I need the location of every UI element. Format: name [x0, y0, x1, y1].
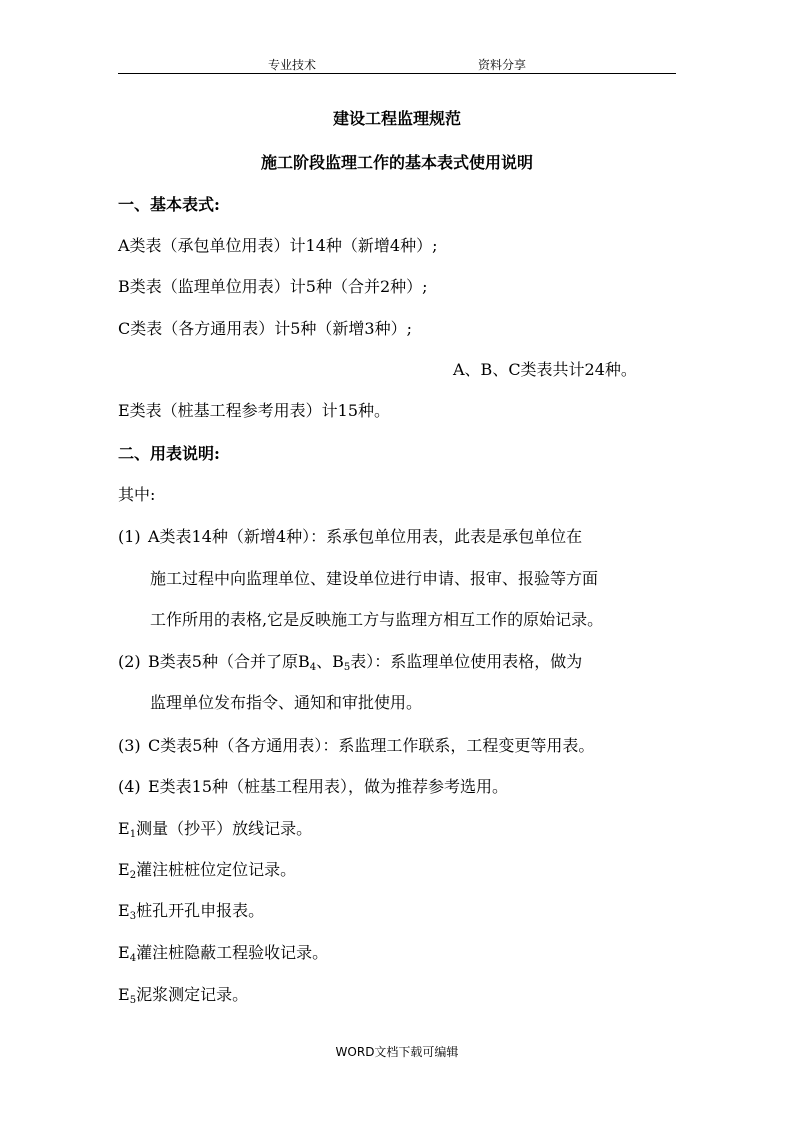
e-item-4: $E_4$灌注桩隐蔽工程验收记录。 [118, 943, 329, 964]
section1-heading: 一、基本表式: [118, 195, 220, 214]
list-item-number: (2) [118, 652, 141, 671]
list-item-number: (3) [118, 736, 141, 755]
e-item-2: $E_2$灌注桩桩位定位记录。 [118, 860, 297, 881]
list-item-2-line-2: 监理单位发布指令、通知和审批使用。 [150, 693, 423, 712]
section1-line-b: B类表（监理单位用表）计5种（合并2种）; [118, 277, 428, 296]
section2-intro: 其中: [118, 485, 156, 504]
header-rule [118, 73, 676, 74]
header-left: 专业技术 [268, 58, 317, 72]
e-item-3: $E_3$桩孔开孔申报表。 [118, 901, 265, 922]
section1-total: A、B、C类表共计24种。 [453, 360, 637, 379]
list-item-text: E类表15种（桩基工程用表），做为推荐参考选用。 [148, 777, 509, 796]
list-item-1 [118, 524, 582, 547]
list-item-1-line-3: 工作所用的表格,它是反映施工方与监理方相互工作的原始记录。 [150, 610, 604, 629]
e-item-5: $E_5$泥浆测定记录。 [118, 985, 249, 1006]
document-title: 建设工程监理规范 [332, 109, 461, 128]
section2-heading: 二、用表说明: [118, 444, 220, 463]
section1-line-e: E类表（桩基工程参考用表）计15种。 [118, 401, 391, 420]
e-item-1: $E_1$测量（抄平）放线记录。 [118, 819, 313, 840]
list-item-text: A类表14种（新增4种）：系承包单位用表，此表是承包单位在 [148, 527, 583, 546]
list-item-number: (4) [118, 777, 141, 796]
document-subtitle: 施工阶段监理工作的基本表式使用说明 [260, 153, 533, 172]
header-right: 资料分享 [478, 58, 527, 72]
list-item-number: (1) [118, 527, 141, 546]
page-footer: WORD文档下载可编辑 [335, 1045, 459, 1059]
list-item-3 [118, 733, 594, 756]
list-item-2: (2) B类表5种（合并了原$B_4$、$B_5$表）：系监理单位使用表格，做为 [118, 652, 583, 673]
list-item-4 [118, 774, 508, 797]
section1-line-c: C类表（各方通用表）计5种（新增3种）; [118, 319, 412, 338]
list-item-text: C类表5种（各方通用表）：系监理工作联系，工程变更等用表。 [148, 736, 595, 755]
list-item-1-line-2: 施工过程中向监理单位、建设单位进行申请、报审、报验等方面 [150, 569, 599, 588]
section1-line-a: A类表（承包单位用表）计14种（新增4种）; [118, 236, 438, 255]
